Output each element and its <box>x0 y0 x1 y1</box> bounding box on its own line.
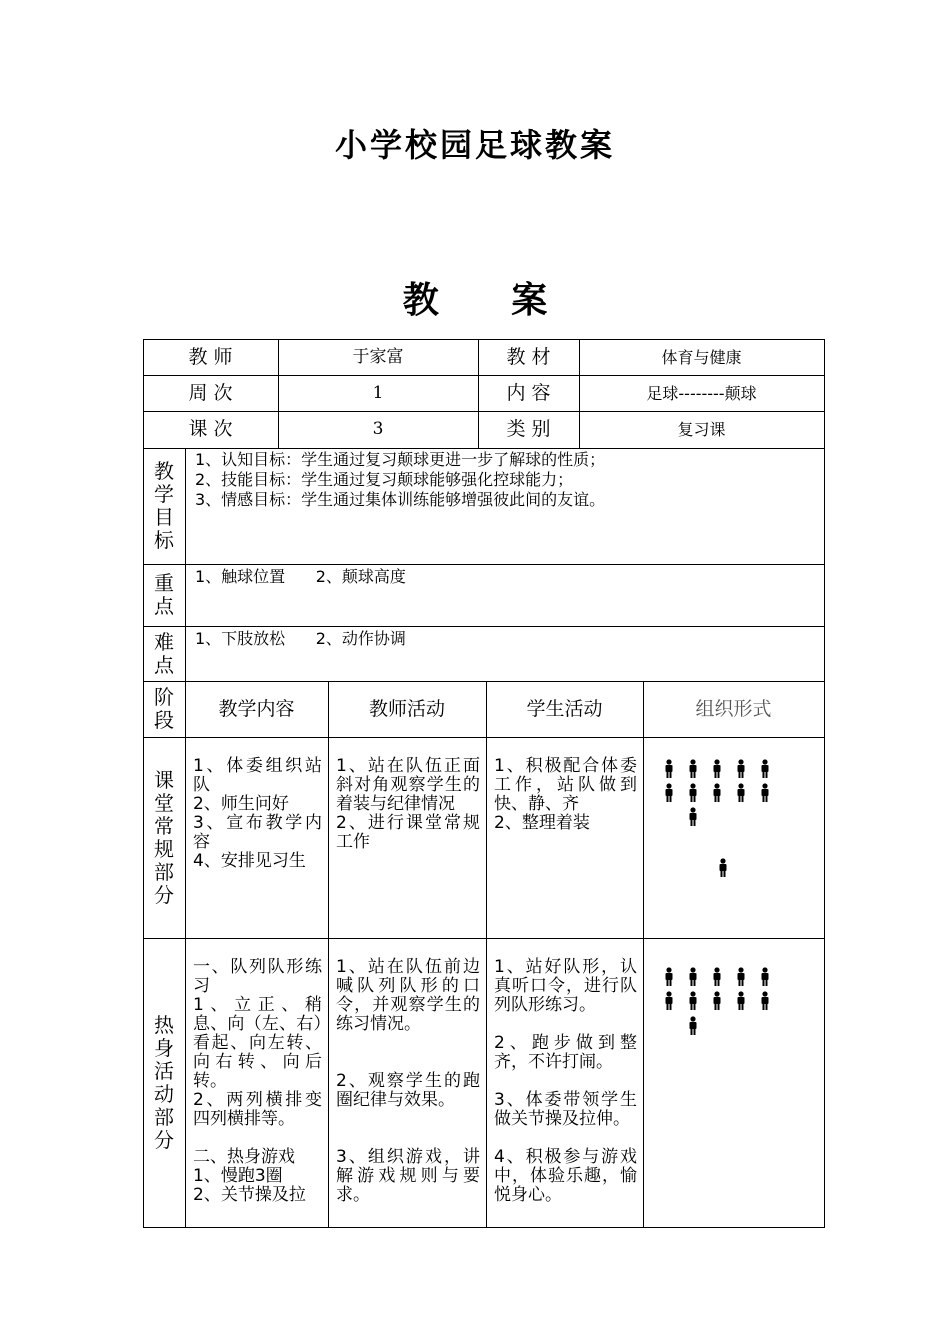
stage-header: 阶 段 <box>154 685 174 732</box>
person-icon <box>663 783 675 803</box>
week-label: 周 次 <box>188 381 233 404</box>
person-icon <box>759 759 771 779</box>
warmup-student-activity: 1、站好队形，认真听口令，进行队列队形练习。 2、跑步做到整齐，不许打闹。 3、体委带领学生做关节操及拉伸。 4、积极参与游戏中，体验乐趣，愉悦身心。 <box>494 957 637 1205</box>
teacher-value: 于家富 <box>352 346 404 367</box>
key-points-text: 1、触球位置 2、颠球高度 <box>195 567 406 586</box>
person-icon <box>687 991 699 1011</box>
routine-formation-diagram <box>643 737 824 938</box>
warmup-teacher-activity: 1、站在队伍前边喊队列队形的口令，并观察学生的练习情况。 2、观察学生的跑圈纪律与效果。 3、组织游戏，讲解游戏规则与要求。 <box>336 957 480 1205</box>
content-label: 内 容 <box>506 381 551 404</box>
material-value: 体育与健康 <box>661 347 742 367</box>
content-header: 教学内容 <box>218 697 295 720</box>
material-label: 教 材 <box>506 345 551 368</box>
key-points-label: 重 点 <box>154 571 174 618</box>
student-activity-header: 学生活动 <box>526 697 603 720</box>
person-icon <box>711 967 723 987</box>
stage-warmup: 热 身 活 动 部 分 <box>154 1012 174 1152</box>
document-subtitle: 教 案 <box>402 279 578 321</box>
person-icon <box>711 759 723 779</box>
person-icon <box>687 1016 699 1036</box>
goals-label: 教 学 目 标 <box>154 459 174 552</box>
content-value: 足球--------颠球 <box>646 383 757 403</box>
person-icon <box>663 967 675 987</box>
category-value: 复习课 <box>677 420 726 439</box>
person-icon <box>717 858 729 878</box>
category-label: 类 别 <box>506 418 551 440</box>
stage-routine: 课 堂 常 规 部 分 <box>154 767 174 907</box>
routine-student-activity: 1、积极配合体委工作，站队做到快、静、齐 2、整理着装 <box>494 756 637 833</box>
goals-text: 1、认知目标：学生通过复习颠球更进一步了解球的性质； 2、技能目标：学生通过复习颠球能够强化控球能力； 3、情感目标：学生通过集体训练能够增强彼此间的友谊。 <box>195 450 606 509</box>
person-icon <box>687 759 699 779</box>
person-icon <box>735 991 747 1011</box>
teacher-label: 教 师 <box>188 345 233 368</box>
difficulties-label: 难 点 <box>154 629 174 677</box>
person-icon <box>663 759 675 779</box>
person-icon <box>711 991 723 1011</box>
person-icon <box>711 783 723 803</box>
person-icon <box>663 991 675 1011</box>
person-icon <box>687 807 699 827</box>
person-icon <box>687 783 699 803</box>
person-icon <box>687 967 699 987</box>
person-icon <box>759 967 771 987</box>
warmup-content: 一、队列队形练习 1、立正、稍息、向（左、右）看起、向左转、向右转、向后转。 2、两列横排变四列横排等。 二、热身游戏 1、慢跑3圈 2、关节操及拉 <box>193 957 322 1205</box>
person-icon <box>759 783 771 803</box>
organization-header: 组织形式 <box>695 697 772 720</box>
lesson-label: 课 次 <box>188 418 233 440</box>
person-icon <box>759 991 771 1011</box>
routine-content: 1、体委组织站队 2、师生问好 3、宣布教学内容 4、安排见习生 <box>193 756 322 871</box>
person-icon <box>735 967 747 987</box>
lesson-value: 3 <box>372 419 384 439</box>
person-icon <box>735 759 747 779</box>
routine-teacher-activity: 1、站在队伍正面斜对角观察学生的着装与纪律情况 2、进行课堂常规工作 <box>336 756 480 852</box>
difficulties-text: 1、下肢放松 2、动作协调 <box>195 629 406 648</box>
person-icon <box>735 783 747 803</box>
warmup-formation-diagram <box>643 938 824 1227</box>
week-value: 1 <box>372 382 384 403</box>
teacher-activity-header: 教师活动 <box>368 697 445 720</box>
document-title: 小学校园足球教案 <box>334 126 615 164</box>
